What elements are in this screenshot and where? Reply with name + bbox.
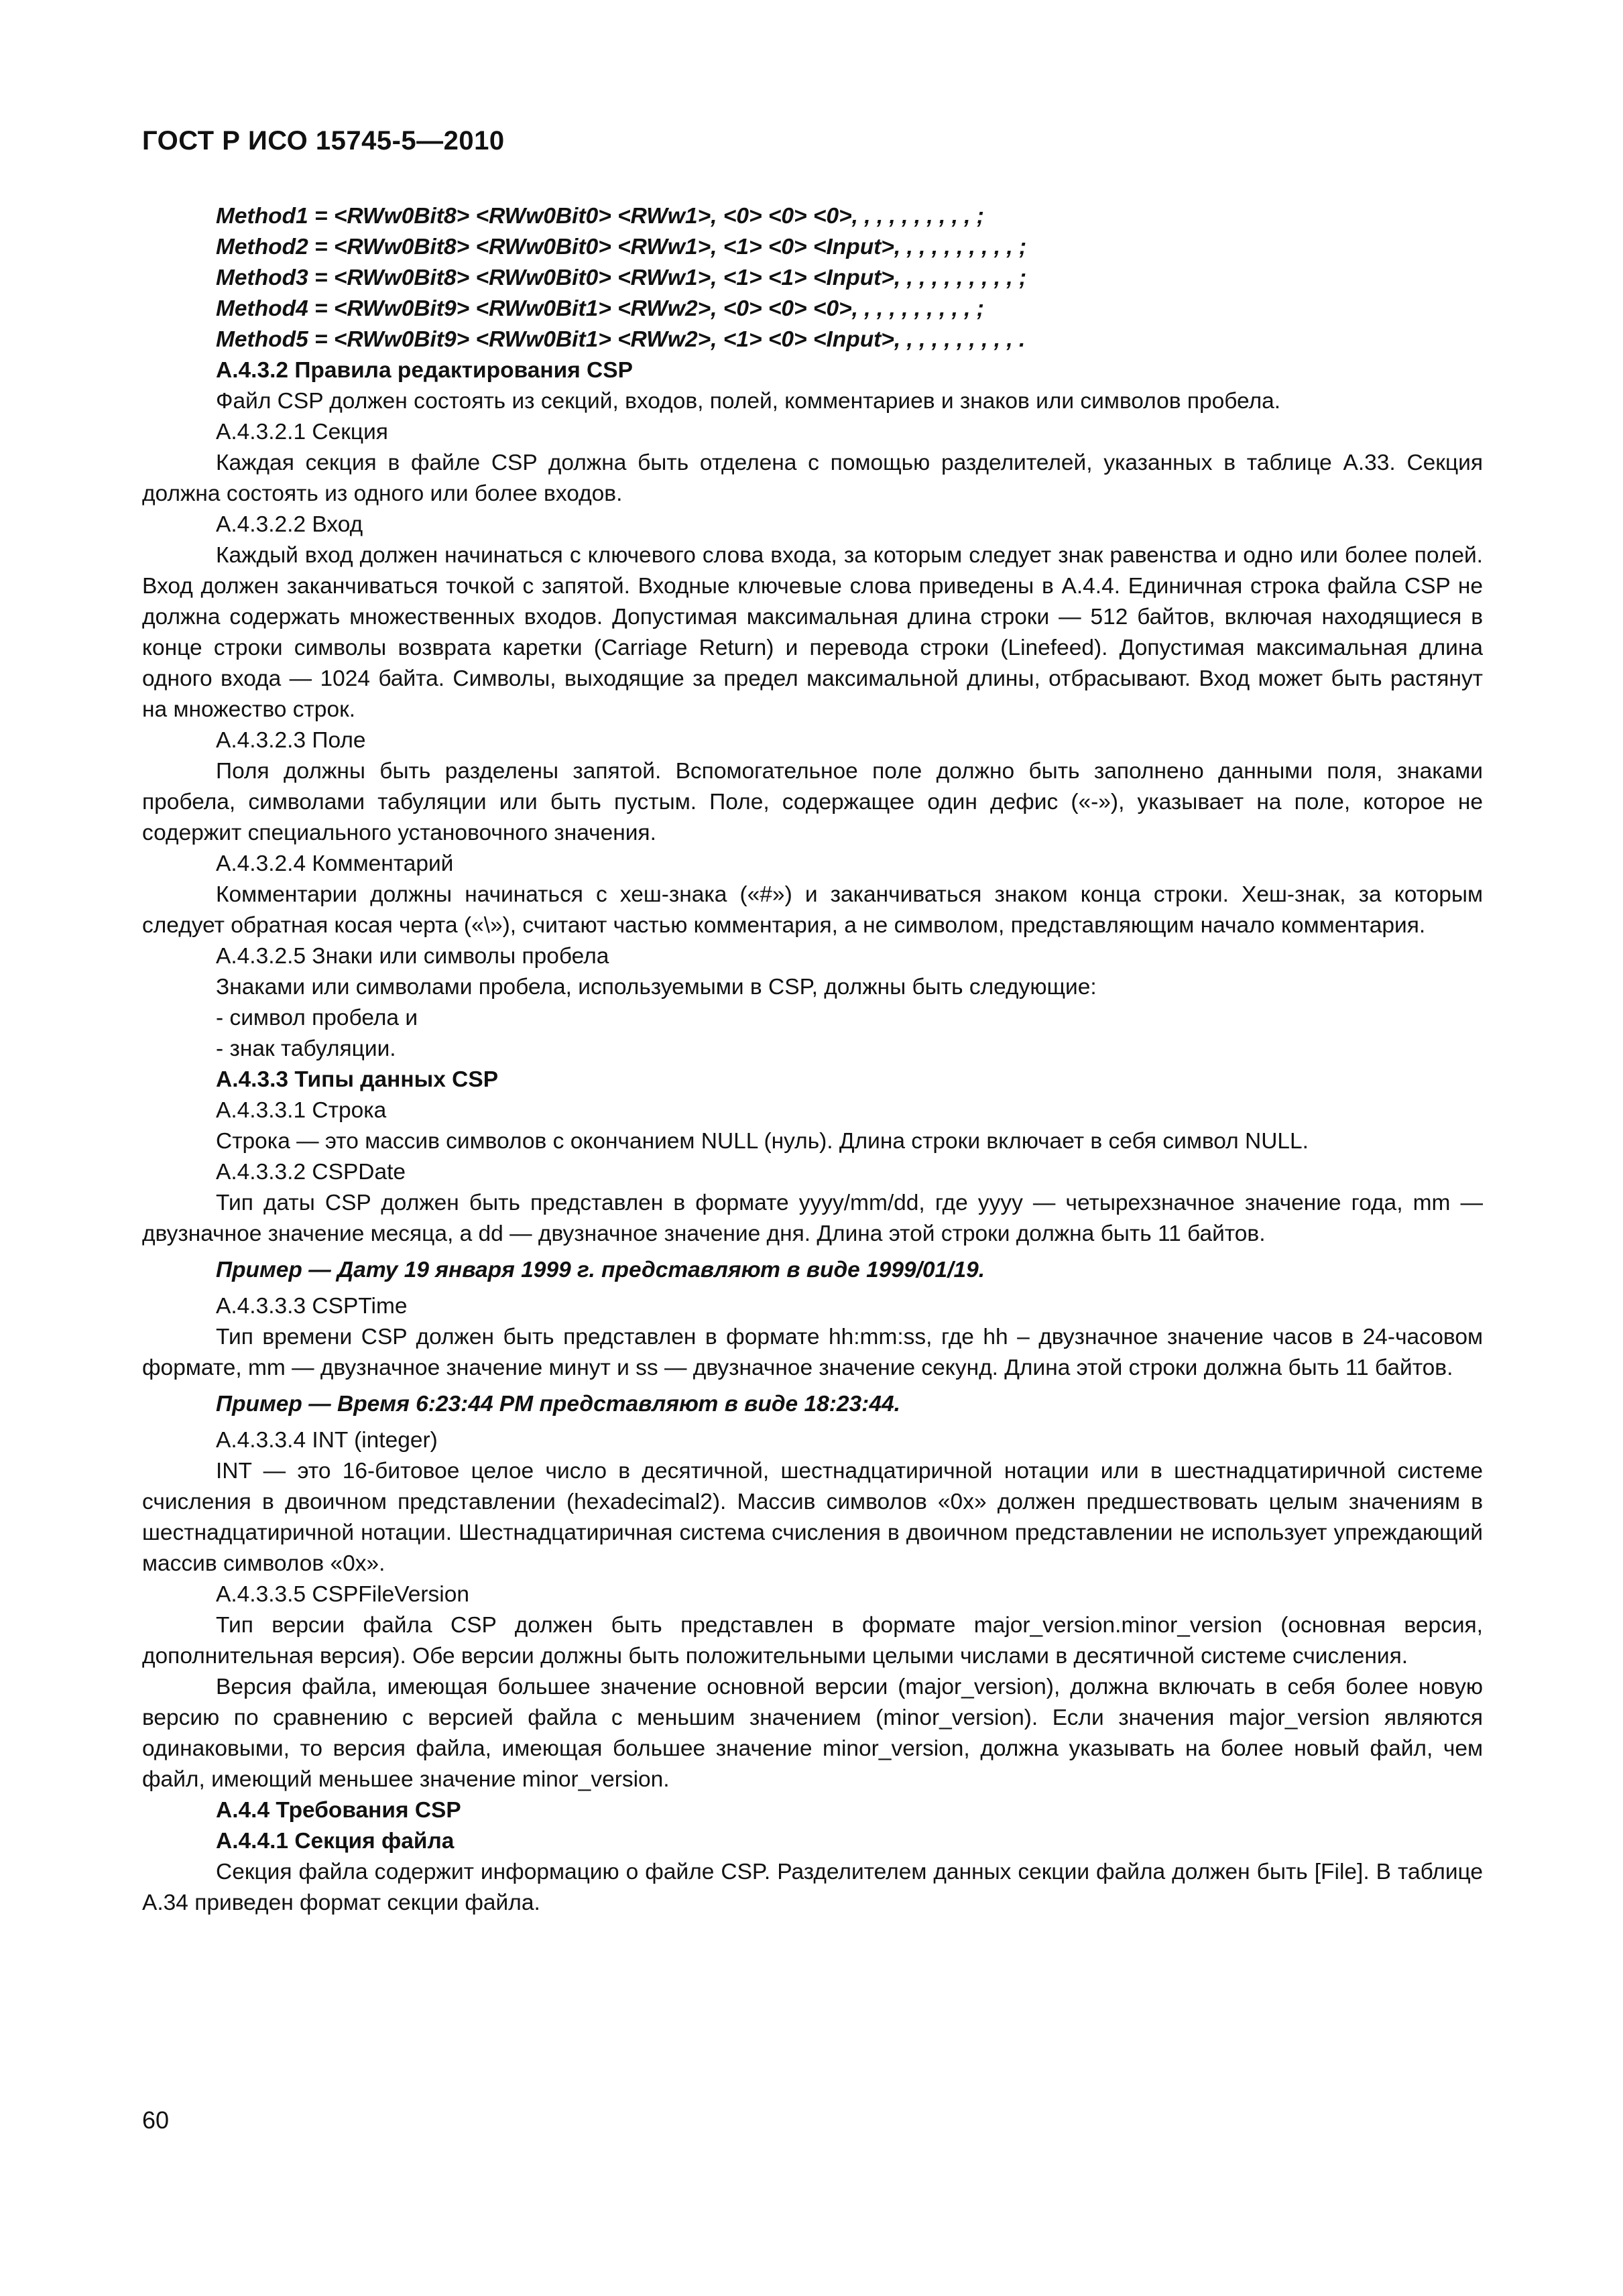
subsection-heading: А.4.3.2.4 Комментарий (216, 851, 454, 876)
subsection-heading: А.4.3.3.2 CSPDate (216, 1160, 406, 1185)
paragraph: Тип версии файла CSP должен быть представлен в формате major_version.minor_version (основная версия, дополнительная версия). Обе версии должны быть положительными целыми числами в десятичной системе счисления. (142, 1613, 1483, 1669)
section-heading: А.4.3.2 Правила редактирования CSP (216, 358, 633, 383)
paragraph: Каждый вход должен начинаться с ключевого слова входа, за которым следует знак равенства и одно или более полей. Вход должен заканчиваться точкой с запятой. Входные ключевые слова приведены в А.4.4. Единичная строка файла CSP не должна содержать множественных входов. Допустимая максимальная длина строки — 512 байтов, включая находящиеся в конце строки символы возврата каретки (Carriage Return) и перевода строки (Linefeed). Допустимая максимальная длина одного входа — 1024 байта. Символы, выходящие за предел максимальной длины, отбрасывают. Вход может быть растянут на множество строк. (142, 543, 1483, 722)
paragraph: Комментарии должны начинаться с хеш-знака («#») и заканчиваться знаком конца строки. Хеш-знак, за которым следует обратная косая черта («\»), считают частью комментария, а не символом, представляющим начало комментария. (142, 882, 1483, 938)
paragraph: Тип времени CSP должен быть представлен в формате hh:mm:ss, где hh – двузначное значение часов в 24-часовом формате, mm — двузначное значение минут и ss — двузначное значение секунд. Длина этой строки должна быть 11 байтов. (142, 1325, 1483, 1380)
method-list (142, 201, 1483, 355)
example-note: Пример — Дату 19 января 1999 г. представляют в виде 1999/01/19. (216, 1258, 985, 1282)
page-content (142, 201, 1483, 1919)
paragraph: INT — это 16-битовое целое число в десятичной, шестнадцатиричной нотации или в шестнадцатиричной системе счисления в двоичном представлении (hexadecimal2). Массив символов «0x» должен предшествовать целым значениям в шестнадцатиричной нотации. Шестнадцатиричная система счисления в двоичном представлении не использует упреждающий массив символов «0x». (142, 1459, 1483, 1576)
paragraph: Строка — это массив символов с окончанием NULL (нуль). Длина строки включает в себя символ NULL. (216, 1129, 1309, 1154)
list-item: - символ пробела и (216, 1006, 418, 1030)
method-line: Method4 = <RWw0Bit9> <RWw0Bit1> <RWw2>, <0> <0> <0>, , , , , , , , , , ; (216, 296, 984, 321)
paragraph: Каждая секция в файле CSP должна быть отделена с помощью разделителей, указанных в таблице А.33. Секция должна состоять из одного или более входов. (142, 450, 1483, 506)
paragraph: Версия файла, имеющая большее значение основной версии (major_version), должна включать в себя более новую версию по сравнению с версией файла с меньшим значением (minor_version). Если значения major_version являются одинаковыми, то версия файла, имеющая большее значение minor_version, должна указывать на более новый файл, чем файл, имеющий меньшее значение minor_version. (142, 1675, 1483, 1792)
section-heading: А.4.3.3 Типы данных CSP (216, 1067, 499, 1092)
page-number: 60 (142, 2106, 170, 2134)
section-heading: А.4.4 Требования CSP (216, 1798, 461, 1823)
paragraph: Файл CSP должен состоять из секций, входов, полей, комментариев и знаков или символов пробела. (216, 389, 1281, 414)
subsection-heading: А.4.3.2.5 Знаки или символы пробела (216, 944, 609, 969)
paragraph: Тип даты CSP должен быть представлен в формате yyyy/mm/dd, где yyyy — четырехзначное значение года, mm — двузначное значение месяца, а dd — двузначное значение дня. Длина этой строки должна быть 11 байтов. (142, 1191, 1483, 1246)
section-heading: А.4.4.1 Секция файла (216, 1829, 455, 1854)
subsection-heading: А.4.3.3.4 INT (integer) (216, 1428, 438, 1453)
document-header: ГОСТ Р ИСО 15745-5—2010 (142, 126, 505, 156)
subsection-heading: А.4.3.3.5 CSPFileVersion (216, 1582, 470, 1607)
paragraph: Поля должны быть разделены запятой. Вспомогательное поле должно быть заполнено данными поля, знаками пробела, символами табуляции или быть пустым. Поле, содержащее один дефис («-»), указывает на поле, которое не содержит специального установочного значения. (142, 759, 1483, 845)
method-line: Method2 = <RWw0Bit8> <RWw0Bit0> <RWw1>, <1> <0> <Input>, , , , , , , , , , ; (216, 235, 1027, 259)
subsection-heading: А.4.3.3.3 CSPTime (216, 1294, 408, 1319)
subsection-heading: А.4.3.3.1 Строка (216, 1098, 387, 1123)
list-item: - знак табуляции. (216, 1036, 396, 1061)
subsection-heading: А.4.3.2.2 Вход (216, 512, 363, 537)
subsection-heading: А.4.3.2.1 Секция (216, 420, 388, 444)
paragraph: Знаками или символами пробела, используемыми в CSP, должны быть следующие: (216, 975, 1097, 1000)
method-line: Method1 = <RWw0Bit8> <RWw0Bit0> <RWw1>, <0> <0> <0>, , , , , , , , , , ; (216, 204, 984, 229)
paragraph: Секция файла содержит информацию о файле CSP. Разделителем данных секции файла должен быть [File]. В таблице А.34 приведен формат секции файла. (142, 1860, 1483, 1915)
subsection-heading: А.4.3.2.3 Поле (216, 728, 366, 753)
method-line: Method5 = <RWw0Bit9> <RWw0Bit1> <RWw2>, <1> <0> <Input>, , , , , , , , , , . (216, 327, 1026, 352)
example-note: Пример — Время 6:23:44 PM представляют в виде 18:23:44. (216, 1392, 900, 1416)
method-line: Method3 = <RWw0Bit8> <RWw0Bit0> <RWw1>, <1> <1> <Input>, , , , , , , , , , ; (216, 265, 1027, 290)
